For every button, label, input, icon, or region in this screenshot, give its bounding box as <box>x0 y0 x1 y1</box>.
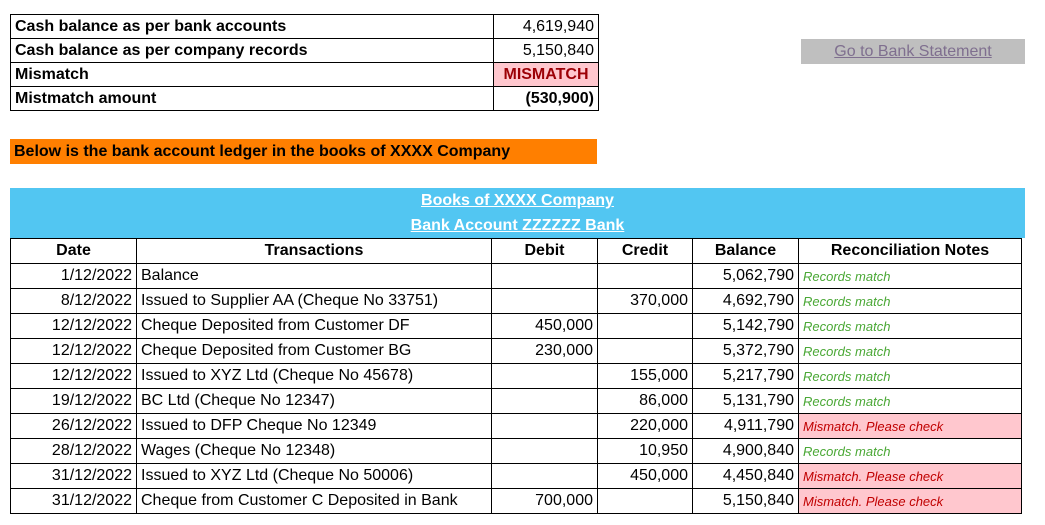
ledger-reconciliation-note-cell[interactable]: Mismatch. Please check <box>799 489 1022 514</box>
ledger-transaction-cell[interactable]: Balance <box>137 264 492 289</box>
ledger-date-cell[interactable]: 31/12/2022 <box>11 464 137 489</box>
ledger-row <box>11 464 1022 489</box>
ledger-credit-cell[interactable]: 155,000 <box>598 364 693 389</box>
ledger-balance-cell[interactable]: 5,062,790 <box>693 264 799 289</box>
ledger-transaction-cell[interactable]: Cheque from Customer C Deposited in Bank <box>137 489 492 514</box>
ledger-row <box>11 289 1022 314</box>
column-header-debit[interactable]: Debit <box>492 239 598 264</box>
ledger-balance-cell[interactable]: 5,372,790 <box>693 339 799 364</box>
ledger-row <box>11 314 1022 339</box>
ledger-reconciliation-note-cell[interactable]: Records match <box>799 339 1022 364</box>
summary-row-bank <box>11 15 599 39</box>
ledger-debit-cell[interactable]: 230,000 <box>492 339 598 364</box>
ledger-transaction-cell[interactable]: Wages (Cheque No 12348) <box>137 439 492 464</box>
ledger-date-cell[interactable]: 19/12/2022 <box>11 389 137 414</box>
summary-value[interactable]: 5,150,840 <box>494 39 599 63</box>
summary-row-company <box>11 39 599 63</box>
ledger-row <box>11 364 1022 389</box>
column-header-date[interactable]: Date <box>11 239 137 264</box>
ledger-table <box>10 238 1022 514</box>
go-to-bank-statement-link[interactable]: Go to Bank Statement <box>801 39 1025 64</box>
ledger-balance-cell[interactable]: 4,900,840 <box>693 439 799 464</box>
ledger-credit-cell[interactable]: 370,000 <box>598 289 693 314</box>
ledger-transaction-cell[interactable]: Issued to XYZ Ltd (Cheque No 45678) <box>137 364 492 389</box>
summary-table <box>10 14 599 111</box>
ledger-balance-cell[interactable]: 5,131,790 <box>693 389 799 414</box>
ledger-row <box>11 439 1022 464</box>
ledger-transaction-cell[interactable]: Cheque Deposited from Customer DF <box>137 314 492 339</box>
ledger-transaction-cell[interactable]: Issued to DFP Cheque No 12349 <box>137 414 492 439</box>
ledger-subtitle[interactable]: Bank Account ZZZZZZ Bank <box>410 217 625 234</box>
ledger-reconciliation-note-cell[interactable]: Mismatch. Please check <box>799 414 1022 439</box>
ledger-credit-cell[interactable] <box>598 339 693 364</box>
ledger-date-cell[interactable]: 31/12/2022 <box>11 489 137 514</box>
ledger-row <box>11 339 1022 364</box>
ledger-reconciliation-note-cell[interactable]: Records match <box>799 289 1022 314</box>
ledger-credit-cell[interactable]: 220,000 <box>598 414 693 439</box>
column-header-credit[interactable]: Credit <box>598 239 693 264</box>
ledger-title[interactable]: Books of XXXX Company <box>421 192 614 209</box>
ledger-transaction-cell[interactable]: BC Ltd (Cheque No 12347) <box>137 389 492 414</box>
ledger-debit-cell[interactable] <box>492 264 598 289</box>
ledger-date-cell[interactable]: 26/12/2022 <box>11 414 137 439</box>
summary-label[interactable]: Mistmatch amount <box>11 87 494 111</box>
ledger-row <box>11 489 1022 514</box>
ledger-reconciliation-note-cell[interactable]: Records match <box>799 439 1022 464</box>
summary-value[interactable]: (530,900) <box>494 87 599 111</box>
ledger-balance-cell[interactable]: 5,217,790 <box>693 364 799 389</box>
ledger-credit-cell[interactable]: 10,950 <box>598 439 693 464</box>
ledger-description-note[interactable]: Below is the bank account ledger in the books of XXXX Company <box>10 139 597 164</box>
column-header-reconciliation-notes[interactable]: Reconciliation Notes <box>799 239 1022 264</box>
ledger-debit-cell[interactable] <box>492 464 598 489</box>
ledger-debit-cell[interactable] <box>492 364 598 389</box>
ledger-reconciliation-note-cell[interactable]: Mismatch. Please check <box>799 464 1022 489</box>
ledger-body <box>11 264 1022 514</box>
ledger-row <box>11 414 1022 439</box>
ledger-reconciliation-note-cell[interactable]: Records match <box>799 389 1022 414</box>
mismatch-status-cell[interactable]: MISMATCH <box>494 63 599 87</box>
ledger-transaction-cell[interactable]: Issued to XYZ Ltd (Cheque No 50006) <box>137 464 492 489</box>
ledger-balance-cell[interactable]: 4,911,790 <box>693 414 799 439</box>
ledger-date-cell[interactable]: 1/12/2022 <box>11 264 137 289</box>
ledger-debit-cell[interactable]: 450,000 <box>492 314 598 339</box>
ledger-row <box>11 389 1022 414</box>
ledger-reconciliation-note-cell[interactable]: Records match <box>799 264 1022 289</box>
ledger-credit-cell[interactable] <box>598 314 693 339</box>
ledger-debit-cell[interactable]: 700,000 <box>492 489 598 514</box>
ledger-transaction-cell[interactable]: Issued to Supplier AA (Cheque No 33751) <box>137 289 492 314</box>
ledger-balance-cell[interactable]: 5,142,790 <box>693 314 799 339</box>
summary-label[interactable]: Cash balance as per company records <box>11 39 494 63</box>
ledger-credit-cell[interactable] <box>598 489 693 514</box>
summary-row-mismatch <box>11 63 599 87</box>
ledger-debit-cell[interactable] <box>492 389 598 414</box>
ledger-debit-cell[interactable] <box>492 414 598 439</box>
summary-value[interactable]: 4,619,940 <box>494 15 599 39</box>
ledger-row <box>11 264 1022 289</box>
ledger-date-cell[interactable]: 12/12/2022 <box>11 364 137 389</box>
summary-row-amount <box>11 87 599 111</box>
ledger-date-cell[interactable]: 12/12/2022 <box>11 314 137 339</box>
ledger-debit-cell[interactable] <box>492 289 598 314</box>
ledger-debit-cell[interactable] <box>492 439 598 464</box>
ledger-transaction-cell[interactable]: Cheque Deposited from Customer BG <box>137 339 492 364</box>
ledger-header <box>10 188 1025 238</box>
ledger-credit-cell[interactable]: 86,000 <box>598 389 693 414</box>
column-header-transactions[interactable]: Transactions <box>137 239 492 264</box>
ledger-column-headers <box>11 239 1022 264</box>
ledger-credit-cell[interactable] <box>598 264 693 289</box>
ledger-balance-cell[interactable]: 5,150,840 <box>693 489 799 514</box>
ledger-date-cell[interactable]: 8/12/2022 <box>11 289 137 314</box>
ledger-balance-cell[interactable]: 4,450,840 <box>693 464 799 489</box>
ledger-date-cell[interactable]: 12/12/2022 <box>11 339 137 364</box>
column-header-balance[interactable]: Balance <box>693 239 799 264</box>
ledger-credit-cell[interactable]: 450,000 <box>598 464 693 489</box>
ledger-balance-cell[interactable]: 4,692,790 <box>693 289 799 314</box>
ledger-date-cell[interactable]: 28/12/2022 <box>11 439 137 464</box>
summary-label[interactable]: Mismatch <box>11 63 494 87</box>
ledger-reconciliation-note-cell[interactable]: Records match <box>799 364 1022 389</box>
summary-label[interactable]: Cash balance as per bank accounts <box>11 15 494 39</box>
ledger-reconciliation-note-cell[interactable]: Records match <box>799 314 1022 339</box>
